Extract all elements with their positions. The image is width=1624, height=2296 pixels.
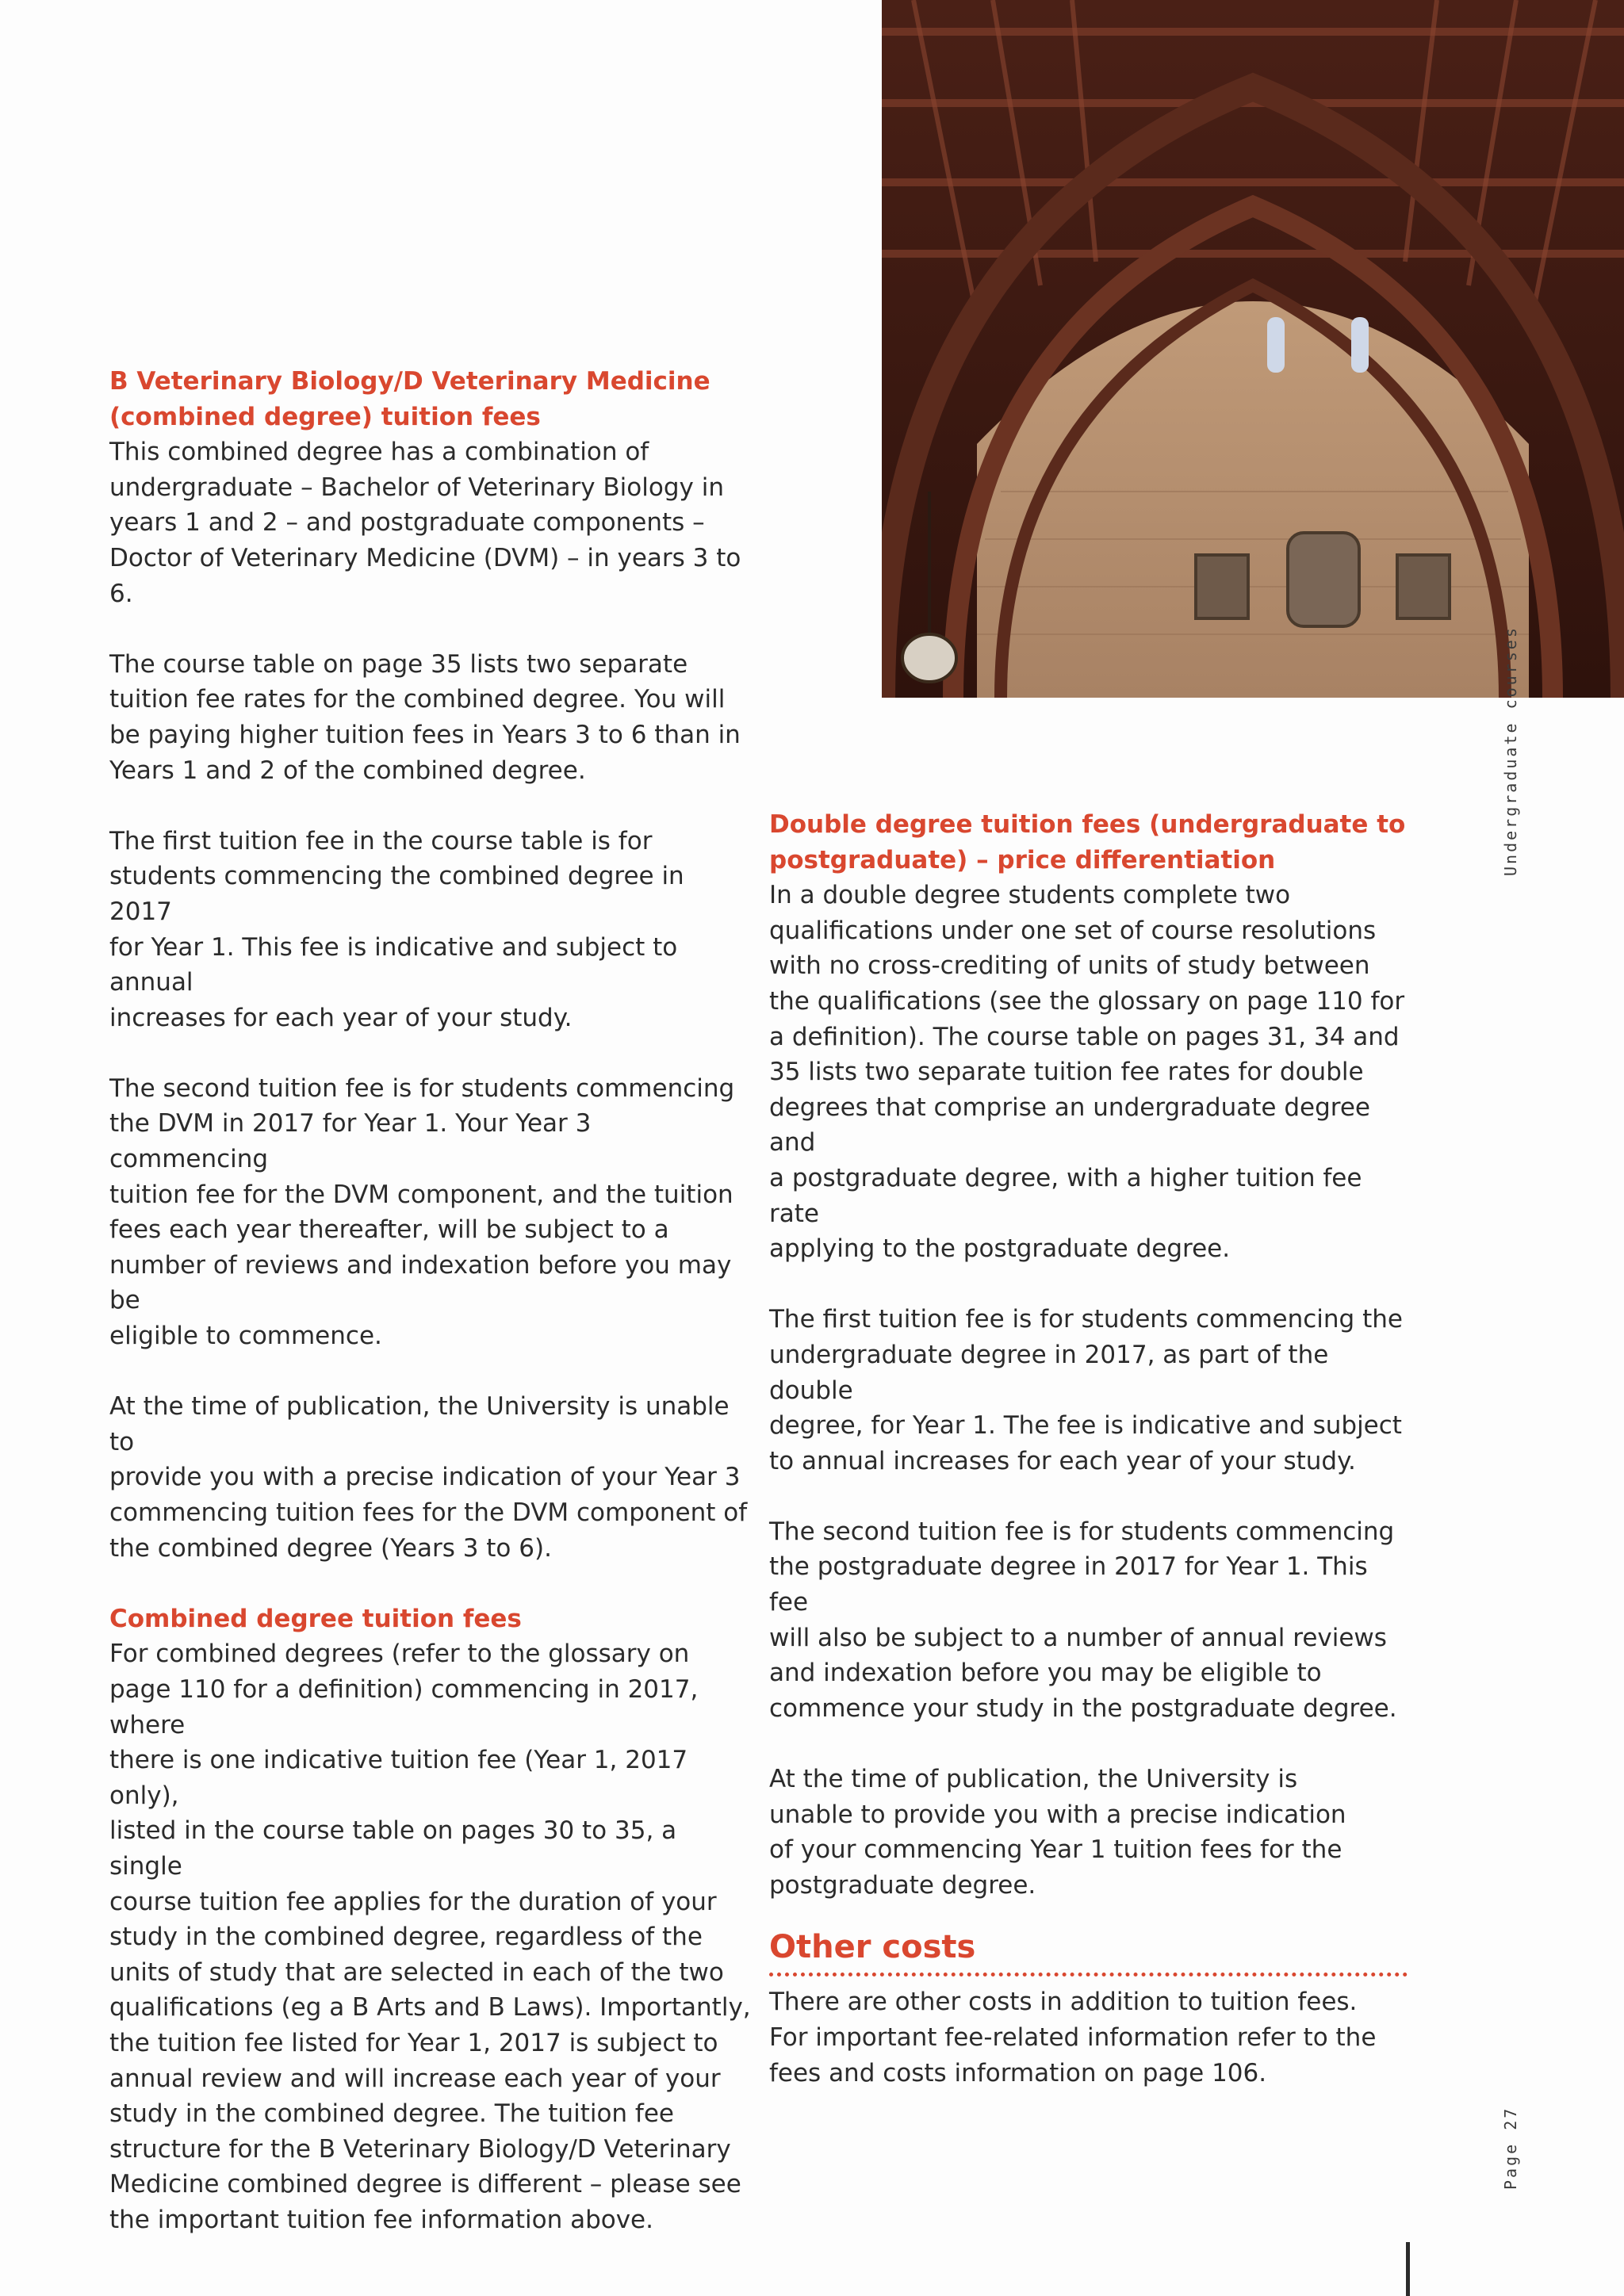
vet-paragraph-4: The second tuition fee is for students commencing the DVM in 2017 for Year 1. Your Year 3 commencing tuition fee for the DVM component, and the tuition fees each year thereafter, will be subject to a number of reviews and indexation before you may be eligible to commence. [109, 1073, 735, 1351]
left-column [109, 364, 752, 2273]
dotted-divider [769, 1973, 1408, 1976]
other-costs-paragraph: There are other costs in addition to tuition fees. For important fee-related information refer to the fees and costs information on page 106. [769, 1988, 1377, 2087]
double-paragraph-3: The second tuition fee is for students commencing the postgraduate degree in 2017 for Year 1. This fee will also be subject to a number of annual reviews and indexation before you may be eligible to commence your study in the postgraduate degree. [769, 1517, 1397, 1723]
combined-paragraph-1: For combined degrees (refer to the glossary on page 110 for a definition) commencing in 2017, where there is one indicative tuition fee (Year 1, 2017 only), listed in the course table on pages 30 to 35, a single course tuition fee applies for the duration of your study in the combined degree, regardless of the units of study that are selected in each of the two qualifications (eg a B Arts and B Laws). Importantly, the tuition fee listed for Year 1, 2017 is subject to annual review and will increase each year of your study in the combined degree. The tuition fee structure for the B Veterinary Biology/D Veterinary Medicine combined degree is different – please see the important tuition fee information above. [109, 1640, 751, 2234]
corner-rule [1406, 2242, 1410, 2296]
vet-paragraph-5: At the time of publication, the University is unable to provide you with a precise indication of your Year 3 commencing tuition fees for the DVM component of the combined degree (Years 3 to 6). [109, 1392, 748, 1563]
page-number-label: Page 27 [1501, 2106, 1520, 2190]
other-costs-title: Other costs [769, 1929, 976, 1966]
cathedral-ceiling-photo [882, 0, 1624, 698]
combined-tuition-heading: Combined degree tuition fees [109, 1604, 522, 1633]
double-degree-heading: Double degree tuition fees (undergraduate to postgraduate) – price differentiation [769, 810, 1406, 874]
double-paragraph-4: At the time of publication, the University is unable to provide you with a precise indication of your commencing Year 1 tuition fees for the postgraduate degree. [769, 1765, 1346, 1900]
vet-paragraph-3: The first tuition fee in the course table is for students commencing the combined degree in 2017 for Year 1. This fee is indicative and subject to annual increases for each year of your study. [109, 826, 684, 1032]
vet-paragraph-2: The course table on page 35 lists two separate tuition fee rates for the combined degree. You will be paying higher tuition fees in Years 3 to 6 than in Years 1 and 2 of the combined degree. [109, 649, 741, 785]
section-side-label: Undergraduate courses [1501, 626, 1520, 876]
double-paragraph-2: The first tuition fee is for students commencing the undergraduate degree in 2017, as part of the double degree, for Year 1. The fee is indicative and subject to annual increases for each year of your study. [769, 1305, 1403, 1475]
double-paragraph-1: In a double degree students complete two qualifications under one set of course resolutions with no cross-crediting of units of study between the qualifications (see the glossary on page 110 for a definition). The course table on pages 31, 34 and 35 lists two separate tuition fee rates for double degrees that comprise an undergraduate degree and a postgraduate degree, with a higher tuition fee rate applying to the postgraduate degree. [769, 881, 1405, 1264]
right-column [769, 807, 1411, 2126]
vet-paragraph-1: This combined degree has a combination of undergraduate – Bachelor of Veterinary Biology in years 1 and 2 – and postgraduate components – Doctor of Veterinary Medicine (DVM) – in years 3 to 6. [109, 438, 741, 608]
vet-tuition-heading: B Veterinary Biology/D Veterinary Medicine (combined degree) tuition fees [109, 367, 710, 431]
